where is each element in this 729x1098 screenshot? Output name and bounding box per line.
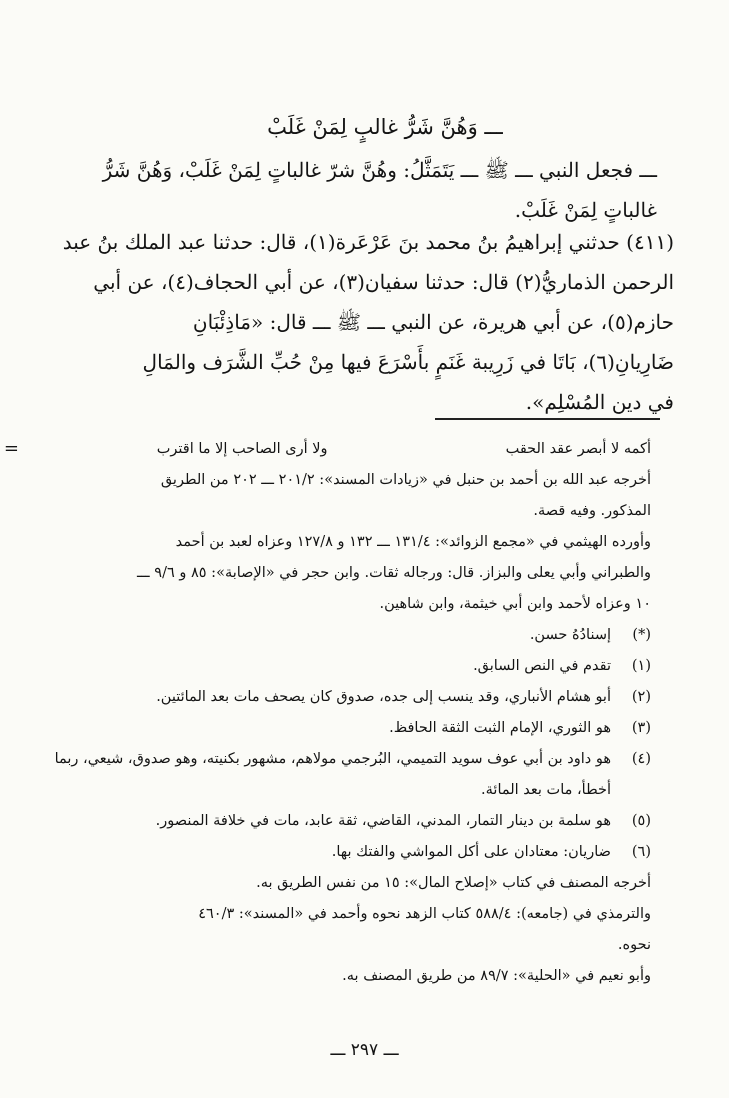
- footnote-number: (٥): [631, 813, 651, 829]
- paragraph-continuation: [47, 150, 657, 230]
- note-line: وأورده الهيثمي في «مجمع الزوائد»: ١٣١/٤ ـــ ١٣٢ و ١٢٧/٨ وعزاه لعبد بن أحمد: [175, 534, 651, 550]
- poem-verse: ـــ وَهُنَّ شَرُّ غالبٍ لِمَنْ غَلَبْ: [267, 115, 503, 139]
- footnote-text: هو سلمة بن دينار التمار، المدني، القاضي، ثقة عابد، مات في خلافة المنصور.: [155, 813, 611, 829]
- note-line: أخرجه عبد الله بن أحمد بن حنبل في «زيادات المسند»: ٢٠١/٢ ـــ ٢٠٢ من الطريق: [160, 472, 651, 488]
- note-line: المذكور. وفيه قصة.: [533, 503, 651, 519]
- note-line: نحوه.: [617, 937, 651, 953]
- footnote-item: [29, 620, 651, 651]
- footnote-item: [29, 744, 651, 806]
- text-line: الرحمن الذماريُّ(٢) قال: حدثنا سفيان(٣)، عن أبي الحجاف(٤)، عن أبي: [93, 270, 674, 294]
- footnote-text: إسنادُهُ حسن.: [529, 627, 611, 643]
- text-line: حازم(٥)، عن أبي هريرة، عن النبي ـــ ﷺ ـــ قال: «مَاذِئْبَانِ: [192, 310, 674, 334]
- footnote-text: هو الثوري، الإمام الثبت الثقة الحافظ.: [389, 720, 611, 736]
- note-line: والترمذي في (جامعه): ٥٨٨/٤ كتاب الزهد نحوه وأحمد في «المسند»: ٤٦٠/٣: [198, 906, 651, 922]
- footnote-item: [29, 651, 651, 682]
- hemistich-right: أكمه لا أبصر عقد الحقب: [505, 441, 651, 457]
- continuation-mark: =: [3, 438, 19, 459]
- note-line: وأبو نعيم في «الحلية»: ٨٩/٧ من طريق المصنف به.: [342, 968, 651, 984]
- footnote-number: (*): [632, 627, 651, 643]
- text-line: ضَارِيانِ(٦)، بَاتَا في زَرِيبة غَنَمٍ بأَسْرَعَ فيها مِنْ حُبِّ الشَّرَف والمَالِ: [142, 350, 674, 374]
- page-number: ـــ ٢٩٧ ـــ: [330, 1040, 399, 1060]
- footnote-text: هو داود بن أبي عوف سويد التميمي، البُرجمي مولاهم، مشهور بكنيته، وهو صدوق، شيعي، ربما أخطأ، مات بعد المائة.: [54, 751, 611, 798]
- note-line: أخرجه المصنف في كتاب «إصلاح المال»: ١٥ من نفس الطريق به.: [256, 875, 651, 891]
- footnote-number: (٢): [631, 689, 651, 705]
- footnote-number: (٦): [631, 844, 651, 860]
- hemistich-left: ولا أرى الصاحب إلا ما اقترب: [156, 441, 328, 457]
- footnote-text: تقدم في النص السابق.: [473, 658, 611, 674]
- footnote-item: [29, 713, 651, 744]
- note-line: والطبراني وأبي يعلى والبزاز. قال: ورجاله ثقات. وابن حجر في «الإصابة»: ٨٥ و ٩/٦ ـــ: [136, 565, 651, 581]
- footnote-item: [29, 806, 651, 837]
- note-line: ١٠ وعزاه لأحمد وابن أبي خيثمة، وابن شاهين.: [379, 596, 651, 612]
- text-line: ـــ فجعل النبي ـــ ﷺ ـــ يَتَمَثَّلُ: وهُنَّ شرّ غالباتٍ لِمَنْ غَلَبْ، وَهُنَّ شَرُّ: [102, 158, 657, 182]
- footnote-number: (٣): [631, 720, 651, 736]
- footnotes: [29, 434, 651, 992]
- footnote-item: [29, 682, 651, 713]
- text-line: في دين المُسْلِم».: [525, 390, 674, 414]
- text-line: غالباتٍ لِمَنْ غَلَبْ.: [514, 198, 657, 222]
- hadith-411: [49, 222, 674, 422]
- footnote-text: أبو هشام الأنباري، وقد ينسب إلى جده، صدوق كان يصحف مات بعد المائتين.: [156, 689, 611, 705]
- text-line: (٤١١) حدثني إبراهيمُ بنُ محمد بنَ عَرْعَرة(١)، قال: حدثنا عبد الملك بنُ عبد: [62, 230, 674, 254]
- footnote-number: (١): [631, 658, 651, 674]
- footnote-separator: [435, 418, 660, 420]
- footnote-text: ضاريان: معتادان على أكل المواشي والفتك بها.: [331, 844, 611, 860]
- footnote-item: [29, 837, 651, 868]
- footnote-number: (٤): [631, 751, 651, 767]
- poem-line: [29, 434, 651, 465]
